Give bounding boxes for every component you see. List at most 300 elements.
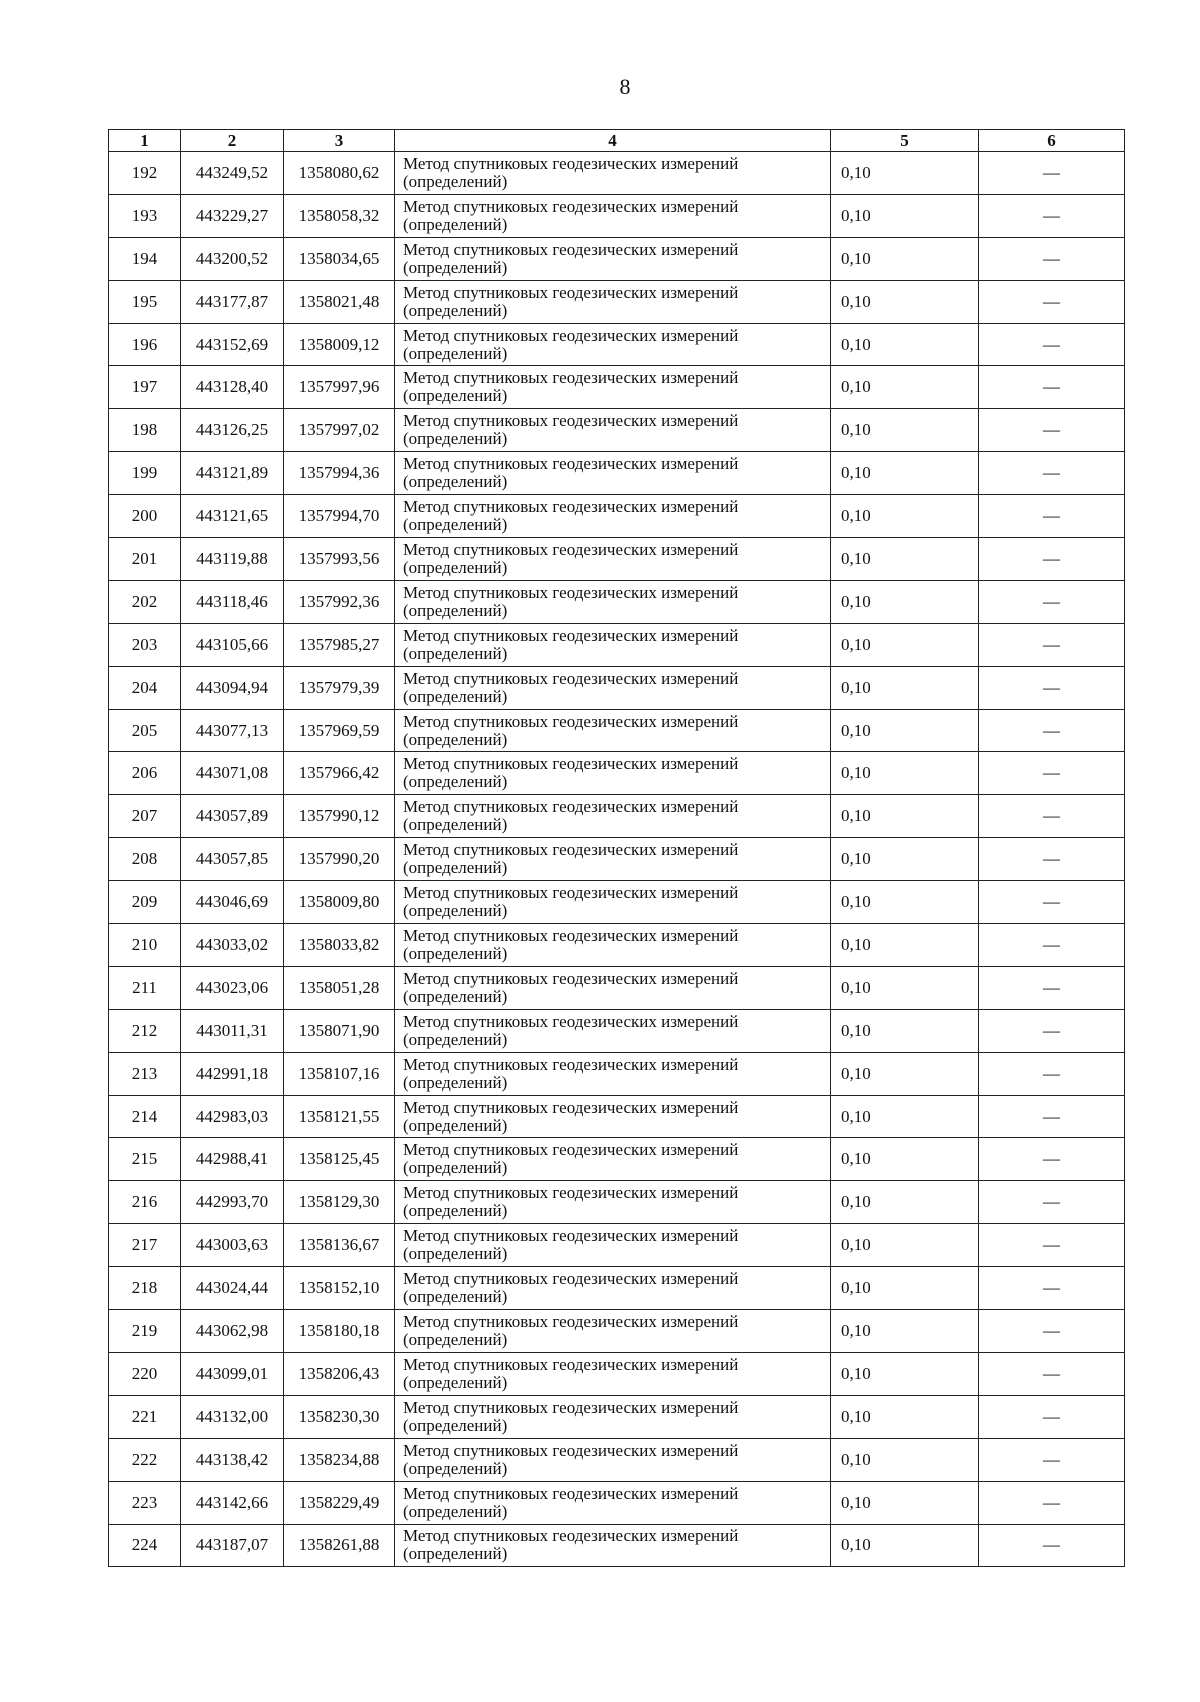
note-cell: —	[979, 1524, 1125, 1567]
accuracy-cell: 0,10	[831, 1267, 979, 1310]
table-row	[109, 194, 1125, 237]
method-cell	[395, 452, 831, 495]
note-cell: —	[979, 881, 1125, 924]
method-cell	[395, 366, 831, 409]
method-cell	[395, 409, 831, 452]
method-cell	[395, 1224, 831, 1267]
table-row	[109, 1267, 1125, 1310]
note-cell: —	[979, 194, 1125, 237]
x-coordinate-cell: 443077,13	[181, 709, 284, 752]
method-cell	[395, 495, 831, 538]
note-cell: —	[979, 409, 1125, 452]
y-coordinate-cell: 1357990,20	[284, 838, 395, 881]
note-cell: —	[979, 1481, 1125, 1524]
table-row	[109, 1438, 1125, 1481]
point-number-cell: 210	[109, 924, 181, 967]
method-cell	[395, 966, 831, 1009]
method-text-line: (определений)	[403, 343, 508, 363]
y-coordinate-cell: 1357969,59	[284, 709, 395, 752]
table-row	[109, 452, 1125, 495]
accuracy-cell: 0,10	[831, 1438, 979, 1481]
note-cell: —	[979, 366, 1125, 409]
point-number-cell: 212	[109, 1009, 181, 1052]
x-coordinate-cell: 443099,01	[181, 1352, 284, 1395]
method-text-line: Метод спутниковых геодезических измерений	[403, 411, 739, 431]
method-text-line: (определений)	[403, 686, 508, 706]
accuracy-cell: 0,10	[831, 366, 979, 409]
y-coordinate-cell: 1357994,36	[284, 452, 395, 495]
method-text-line: Метод спутниковых геодезических измерений	[403, 153, 739, 173]
method-text-line: Метод спутниковых геодезических измерений	[403, 754, 739, 774]
note-cell: —	[979, 795, 1125, 838]
method-text-line: Метод спутниковых геодезических измерений	[403, 497, 739, 517]
accuracy-cell: 0,10	[831, 194, 979, 237]
method-text-line: (определений)	[403, 300, 508, 320]
x-coordinate-cell: 443023,06	[181, 966, 284, 1009]
y-coordinate-cell: 1357985,27	[284, 623, 395, 666]
method-cell	[395, 194, 831, 237]
point-number-cell: 221	[109, 1395, 181, 1438]
accuracy-cell: 0,10	[831, 881, 979, 924]
method-cell	[395, 1438, 831, 1481]
accuracy-cell: 0,10	[831, 795, 979, 838]
method-cell	[395, 323, 831, 366]
table-row	[109, 709, 1125, 752]
x-coordinate-cell: 443003,63	[181, 1224, 284, 1267]
method-text-line: Метод спутниковых геодезических измерений	[403, 925, 739, 945]
point-number-cell: 199	[109, 452, 181, 495]
point-number-cell: 222	[109, 1438, 181, 1481]
point-number-cell: 200	[109, 495, 181, 538]
table-row	[109, 495, 1125, 538]
method-cell	[395, 881, 831, 924]
method-text-line: (определений)	[403, 557, 508, 577]
y-coordinate-cell: 1358152,10	[284, 1267, 395, 1310]
method-cell	[395, 280, 831, 323]
method-text-line: Метод спутниковых геодезических измерений	[403, 582, 739, 602]
note-cell: —	[979, 1224, 1125, 1267]
method-text-line: Метод спутниковых геодезических измерений	[403, 968, 739, 988]
table-row	[109, 1009, 1125, 1052]
point-number-cell: 209	[109, 881, 181, 924]
method-text-line: (определений)	[403, 1115, 508, 1135]
note-cell: —	[979, 1181, 1125, 1224]
table-row	[109, 1481, 1125, 1524]
method-text-line: Метод спутниковых геодезических измерений	[403, 539, 739, 559]
method-cell	[395, 623, 831, 666]
accuracy-cell: 0,10	[831, 924, 979, 967]
method-text-line: Метод спутниковых геодезических измерений	[403, 1011, 739, 1031]
x-coordinate-cell: 443121,89	[181, 452, 284, 495]
method-text-line: (определений)	[403, 257, 508, 277]
method-text-line: Метод спутниковых геодезических измерений	[403, 454, 739, 474]
method-text-line: (определений)	[403, 729, 508, 749]
x-coordinate-cell: 443046,69	[181, 881, 284, 924]
accuracy-cell: 0,10	[831, 495, 979, 538]
y-coordinate-cell: 1357979,39	[284, 666, 395, 709]
note-cell: —	[979, 1352, 1125, 1395]
accuracy-cell: 0,10	[831, 666, 979, 709]
accuracy-cell: 0,10	[831, 1481, 979, 1524]
y-coordinate-cell: 1357990,12	[284, 795, 395, 838]
y-coordinate-cell: 1358129,30	[284, 1181, 395, 1224]
y-coordinate-cell: 1357997,96	[284, 366, 395, 409]
method-cell	[395, 580, 831, 623]
method-cell	[395, 1310, 831, 1353]
y-coordinate-cell: 1358206,43	[284, 1352, 395, 1395]
method-text-line: (определений)	[403, 1501, 508, 1521]
method-text-line: (определений)	[403, 386, 508, 406]
table-body	[109, 152, 1125, 1567]
table-row	[109, 1310, 1125, 1353]
y-coordinate-cell: 1357992,36	[284, 580, 395, 623]
method-text-line: Метод спутниковых геодезических измерений	[403, 1483, 739, 1503]
y-coordinate-cell: 1358136,67	[284, 1224, 395, 1267]
method-text-line: (определений)	[403, 858, 508, 878]
method-text-line: Метод спутниковых геодезических измерений	[403, 797, 739, 817]
x-coordinate-cell: 443011,31	[181, 1009, 284, 1052]
y-coordinate-cell: 1358107,16	[284, 1052, 395, 1095]
table-row	[109, 152, 1125, 195]
method-cell	[395, 1481, 831, 1524]
x-coordinate-cell: 443200,52	[181, 237, 284, 280]
point-number-cell: 223	[109, 1481, 181, 1524]
note-cell: —	[979, 452, 1125, 495]
x-coordinate-cell: 443094,94	[181, 666, 284, 709]
y-coordinate-cell: 1358125,45	[284, 1138, 395, 1181]
method-text-line: Метод спутниковых геодезических измерений	[403, 1311, 739, 1331]
x-coordinate-cell: 443024,44	[181, 1267, 284, 1310]
table-row	[109, 1224, 1125, 1267]
method-text-line: Метод спутниковых геодезических измерений	[403, 840, 739, 860]
note-cell: —	[979, 1310, 1125, 1353]
method-text-line: (определений)	[403, 1544, 508, 1564]
table-row	[109, 666, 1125, 709]
y-coordinate-cell: 1358234,88	[284, 1438, 395, 1481]
point-number-cell: 219	[109, 1310, 181, 1353]
point-number-cell: 205	[109, 709, 181, 752]
x-coordinate-cell: 442983,03	[181, 1095, 284, 1138]
table-row	[109, 237, 1125, 280]
table-row	[109, 366, 1125, 409]
x-coordinate-cell: 443071,08	[181, 752, 284, 795]
method-text-line: (определений)	[403, 1244, 508, 1264]
point-number-cell: 216	[109, 1181, 181, 1224]
table-row	[109, 1095, 1125, 1138]
accuracy-cell: 0,10	[831, 1395, 979, 1438]
page-number: 8	[619, 74, 631, 99]
table-row	[109, 838, 1125, 881]
note-cell: —	[979, 1267, 1125, 1310]
method-cell	[395, 838, 831, 881]
method-cell	[395, 666, 831, 709]
method-text-line: Метод спутниковых геодезических измерений	[403, 282, 739, 302]
note-cell: —	[979, 1052, 1125, 1095]
point-number-cell: 192	[109, 152, 181, 195]
table-row	[109, 924, 1125, 967]
method-cell	[395, 237, 831, 280]
point-number-cell: 215	[109, 1138, 181, 1181]
column-header: 3	[284, 130, 395, 152]
method-text-line: (определений)	[403, 815, 508, 835]
table-row	[109, 580, 1125, 623]
y-coordinate-cell: 1358080,62	[284, 152, 395, 195]
point-number-cell: 218	[109, 1267, 181, 1310]
note-cell: —	[979, 1395, 1125, 1438]
method-text-line: (определений)	[403, 600, 508, 620]
x-coordinate-cell: 443105,66	[181, 623, 284, 666]
y-coordinate-cell: 1358229,49	[284, 1481, 395, 1524]
note-cell: —	[979, 1438, 1125, 1481]
x-coordinate-cell: 443128,40	[181, 366, 284, 409]
note-cell: —	[979, 966, 1125, 1009]
point-number-cell: 204	[109, 666, 181, 709]
method-cell	[395, 752, 831, 795]
point-number-cell: 211	[109, 966, 181, 1009]
x-coordinate-cell: 442991,18	[181, 1052, 284, 1095]
method-text-line: Метод спутниковых геодезических измерений	[403, 1097, 739, 1117]
accuracy-cell: 0,10	[831, 623, 979, 666]
method-cell	[395, 795, 831, 838]
method-text-line: (определений)	[403, 1201, 508, 1221]
method-text-line: Метод спутниковых геодезических измерений	[403, 883, 739, 903]
method-text-line: (определений)	[403, 643, 508, 663]
coordinates-table	[108, 129, 1125, 1567]
table-row	[109, 1524, 1125, 1567]
method-text-line: (определений)	[403, 901, 508, 921]
x-coordinate-cell: 443121,65	[181, 495, 284, 538]
accuracy-cell: 0,10	[831, 580, 979, 623]
x-coordinate-cell: 443152,69	[181, 323, 284, 366]
y-coordinate-cell: 1358230,30	[284, 1395, 395, 1438]
accuracy-cell: 0,10	[831, 752, 979, 795]
method-cell	[395, 924, 831, 967]
accuracy-cell: 0,10	[831, 409, 979, 452]
y-coordinate-cell: 1358058,32	[284, 194, 395, 237]
table-row	[109, 752, 1125, 795]
point-number-cell: 207	[109, 795, 181, 838]
note-cell: —	[979, 495, 1125, 538]
note-cell: —	[979, 1138, 1125, 1181]
y-coordinate-cell: 1358261,88	[284, 1524, 395, 1567]
x-coordinate-cell: 443118,46	[181, 580, 284, 623]
table-row	[109, 1352, 1125, 1395]
y-coordinate-cell: 1357997,02	[284, 409, 395, 452]
x-coordinate-cell: 443138,42	[181, 1438, 284, 1481]
point-number-cell: 197	[109, 366, 181, 409]
accuracy-cell: 0,10	[831, 1095, 979, 1138]
method-text-line: (определений)	[403, 1329, 508, 1349]
note-cell: —	[979, 280, 1125, 323]
y-coordinate-cell: 1358051,28	[284, 966, 395, 1009]
method-cell	[395, 1524, 831, 1567]
note-cell: —	[979, 538, 1125, 581]
method-text-line: (определений)	[403, 472, 508, 492]
table-row	[109, 1395, 1125, 1438]
column-header: 5	[831, 130, 979, 152]
column-header: 1	[109, 130, 181, 152]
y-coordinate-cell: 1358180,18	[284, 1310, 395, 1353]
method-cell	[395, 152, 831, 195]
method-text-line: (определений)	[403, 986, 508, 1006]
y-coordinate-cell: 1358071,90	[284, 1009, 395, 1052]
x-coordinate-cell: 442993,70	[181, 1181, 284, 1224]
method-text-line: Метод спутниковых геодезических измерений	[403, 325, 739, 345]
table-row	[109, 409, 1125, 452]
method-text-line: Метод спутниковых геодезических измерений	[403, 625, 739, 645]
table-row	[109, 538, 1125, 581]
method-text-line: Метод спутниковых геодезических измерений	[403, 1226, 739, 1246]
point-number-cell: 194	[109, 237, 181, 280]
x-coordinate-cell: 443187,07	[181, 1524, 284, 1567]
x-coordinate-cell: 442988,41	[181, 1138, 284, 1181]
accuracy-cell: 0,10	[831, 1524, 979, 1567]
y-coordinate-cell: 1358009,12	[284, 323, 395, 366]
note-cell: —	[979, 1009, 1125, 1052]
method-cell	[395, 1095, 831, 1138]
method-text-line: (определений)	[403, 429, 508, 449]
x-coordinate-cell: 443249,52	[181, 152, 284, 195]
method-cell	[395, 1138, 831, 1181]
method-text-line: (определений)	[403, 1372, 508, 1392]
point-number-cell: 206	[109, 752, 181, 795]
method-text-line: Метод спутниковых геодезических измерений	[403, 1440, 739, 1460]
point-number-cell: 208	[109, 838, 181, 881]
method-text-line: (определений)	[403, 1415, 508, 1435]
point-number-cell: 213	[109, 1052, 181, 1095]
note-cell: —	[979, 752, 1125, 795]
column-header: 4	[395, 130, 831, 152]
y-coordinate-cell: 1358121,55	[284, 1095, 395, 1138]
accuracy-cell: 0,10	[831, 280, 979, 323]
method-text-line: (определений)	[403, 943, 508, 963]
table-row	[109, 966, 1125, 1009]
table-row	[109, 1052, 1125, 1095]
method-text-line: Метод спутниковых геодезических измерений	[403, 711, 739, 731]
note-cell: —	[979, 924, 1125, 967]
table-row	[109, 881, 1125, 924]
point-number-cell: 224	[109, 1524, 181, 1567]
y-coordinate-cell: 1358009,80	[284, 881, 395, 924]
method-cell	[395, 1267, 831, 1310]
note-cell: —	[979, 709, 1125, 752]
table-row	[109, 280, 1125, 323]
accuracy-cell: 0,10	[831, 1138, 979, 1181]
note-cell: —	[979, 1095, 1125, 1138]
x-coordinate-cell: 443132,00	[181, 1395, 284, 1438]
accuracy-cell: 0,10	[831, 323, 979, 366]
y-coordinate-cell: 1358033,82	[284, 924, 395, 967]
method-text-line: Метод спутниковых геодезических измерений	[403, 239, 739, 259]
method-text-line: Метод спутниковых геодезических измерений	[403, 196, 739, 216]
point-number-cell: 220	[109, 1352, 181, 1395]
point-number-cell: 196	[109, 323, 181, 366]
note-cell: —	[979, 666, 1125, 709]
method-text-line: (определений)	[403, 1158, 508, 1178]
point-number-cell: 201	[109, 538, 181, 581]
note-cell: —	[979, 323, 1125, 366]
table-header-row	[109, 130, 1125, 152]
method-cell	[395, 1395, 831, 1438]
method-text-line: Метод спутниковых геодезических измерений	[403, 668, 739, 688]
accuracy-cell: 0,10	[831, 1352, 979, 1395]
x-coordinate-cell: 443062,98	[181, 1310, 284, 1353]
x-coordinate-cell: 443142,66	[181, 1481, 284, 1524]
table-row	[109, 1138, 1125, 1181]
point-number-cell: 195	[109, 280, 181, 323]
accuracy-cell: 0,10	[831, 1181, 979, 1224]
accuracy-cell: 0,10	[831, 1009, 979, 1052]
x-coordinate-cell: 443126,25	[181, 409, 284, 452]
method-text-line: (определений)	[403, 1029, 508, 1049]
accuracy-cell: 0,10	[831, 1052, 979, 1095]
accuracy-cell: 0,10	[831, 966, 979, 1009]
accuracy-cell: 0,10	[831, 538, 979, 581]
accuracy-cell: 0,10	[831, 1224, 979, 1267]
method-cell	[395, 1009, 831, 1052]
method-text-line: Метод спутниковых геодезических измерений	[403, 1269, 739, 1289]
method-cell	[395, 1352, 831, 1395]
x-coordinate-cell: 443057,89	[181, 795, 284, 838]
note-cell: —	[979, 838, 1125, 881]
accuracy-cell: 0,10	[831, 452, 979, 495]
point-number-cell: 198	[109, 409, 181, 452]
accuracy-cell: 0,10	[831, 838, 979, 881]
accuracy-cell: 0,10	[831, 1310, 979, 1353]
column-header: 6	[979, 130, 1125, 152]
method-text-line: Метод спутниковых геодезических измерений	[403, 1183, 739, 1203]
point-number-cell: 193	[109, 194, 181, 237]
x-coordinate-cell: 443119,88	[181, 538, 284, 581]
method-text-line: Метод спутниковых геодезических измерений	[403, 1354, 739, 1374]
y-coordinate-cell: 1357966,42	[284, 752, 395, 795]
method-text-line: Метод спутниковых геодезических измерений	[403, 1526, 739, 1546]
method-text-line: Метод спутниковых геодезических измерений	[403, 368, 739, 388]
method-cell	[395, 1052, 831, 1095]
method-text-line: (определений)	[403, 171, 508, 191]
note-cell: —	[979, 580, 1125, 623]
note-cell: —	[979, 152, 1125, 195]
y-coordinate-cell: 1357993,56	[284, 538, 395, 581]
method-text-line: (определений)	[403, 1072, 508, 1092]
method-text-line: Метод спутниковых геодезических измерений	[403, 1054, 739, 1074]
column-header: 2	[181, 130, 284, 152]
note-cell: —	[979, 623, 1125, 666]
method-text-line: Метод спутниковых геодезических измерений	[403, 1397, 739, 1417]
x-coordinate-cell: 443057,85	[181, 838, 284, 881]
method-text-line: (определений)	[403, 1287, 508, 1307]
table-row	[109, 795, 1125, 838]
accuracy-cell: 0,10	[831, 237, 979, 280]
y-coordinate-cell: 1357994,70	[284, 495, 395, 538]
method-text-line: Метод спутниковых геодезических измерений	[403, 1140, 739, 1160]
method-cell	[395, 1181, 831, 1224]
point-number-cell: 203	[109, 623, 181, 666]
accuracy-cell: 0,10	[831, 152, 979, 195]
table-row	[109, 623, 1125, 666]
point-number-cell: 202	[109, 580, 181, 623]
table-row	[109, 323, 1125, 366]
y-coordinate-cell: 1358034,65	[284, 237, 395, 280]
point-number-cell: 214	[109, 1095, 181, 1138]
method-text-line: (определений)	[403, 515, 508, 535]
method-text-line: (определений)	[403, 772, 508, 792]
point-number-cell: 217	[109, 1224, 181, 1267]
y-coordinate-cell: 1358021,48	[284, 280, 395, 323]
method-cell	[395, 538, 831, 581]
method-cell	[395, 709, 831, 752]
x-coordinate-cell: 443177,87	[181, 280, 284, 323]
